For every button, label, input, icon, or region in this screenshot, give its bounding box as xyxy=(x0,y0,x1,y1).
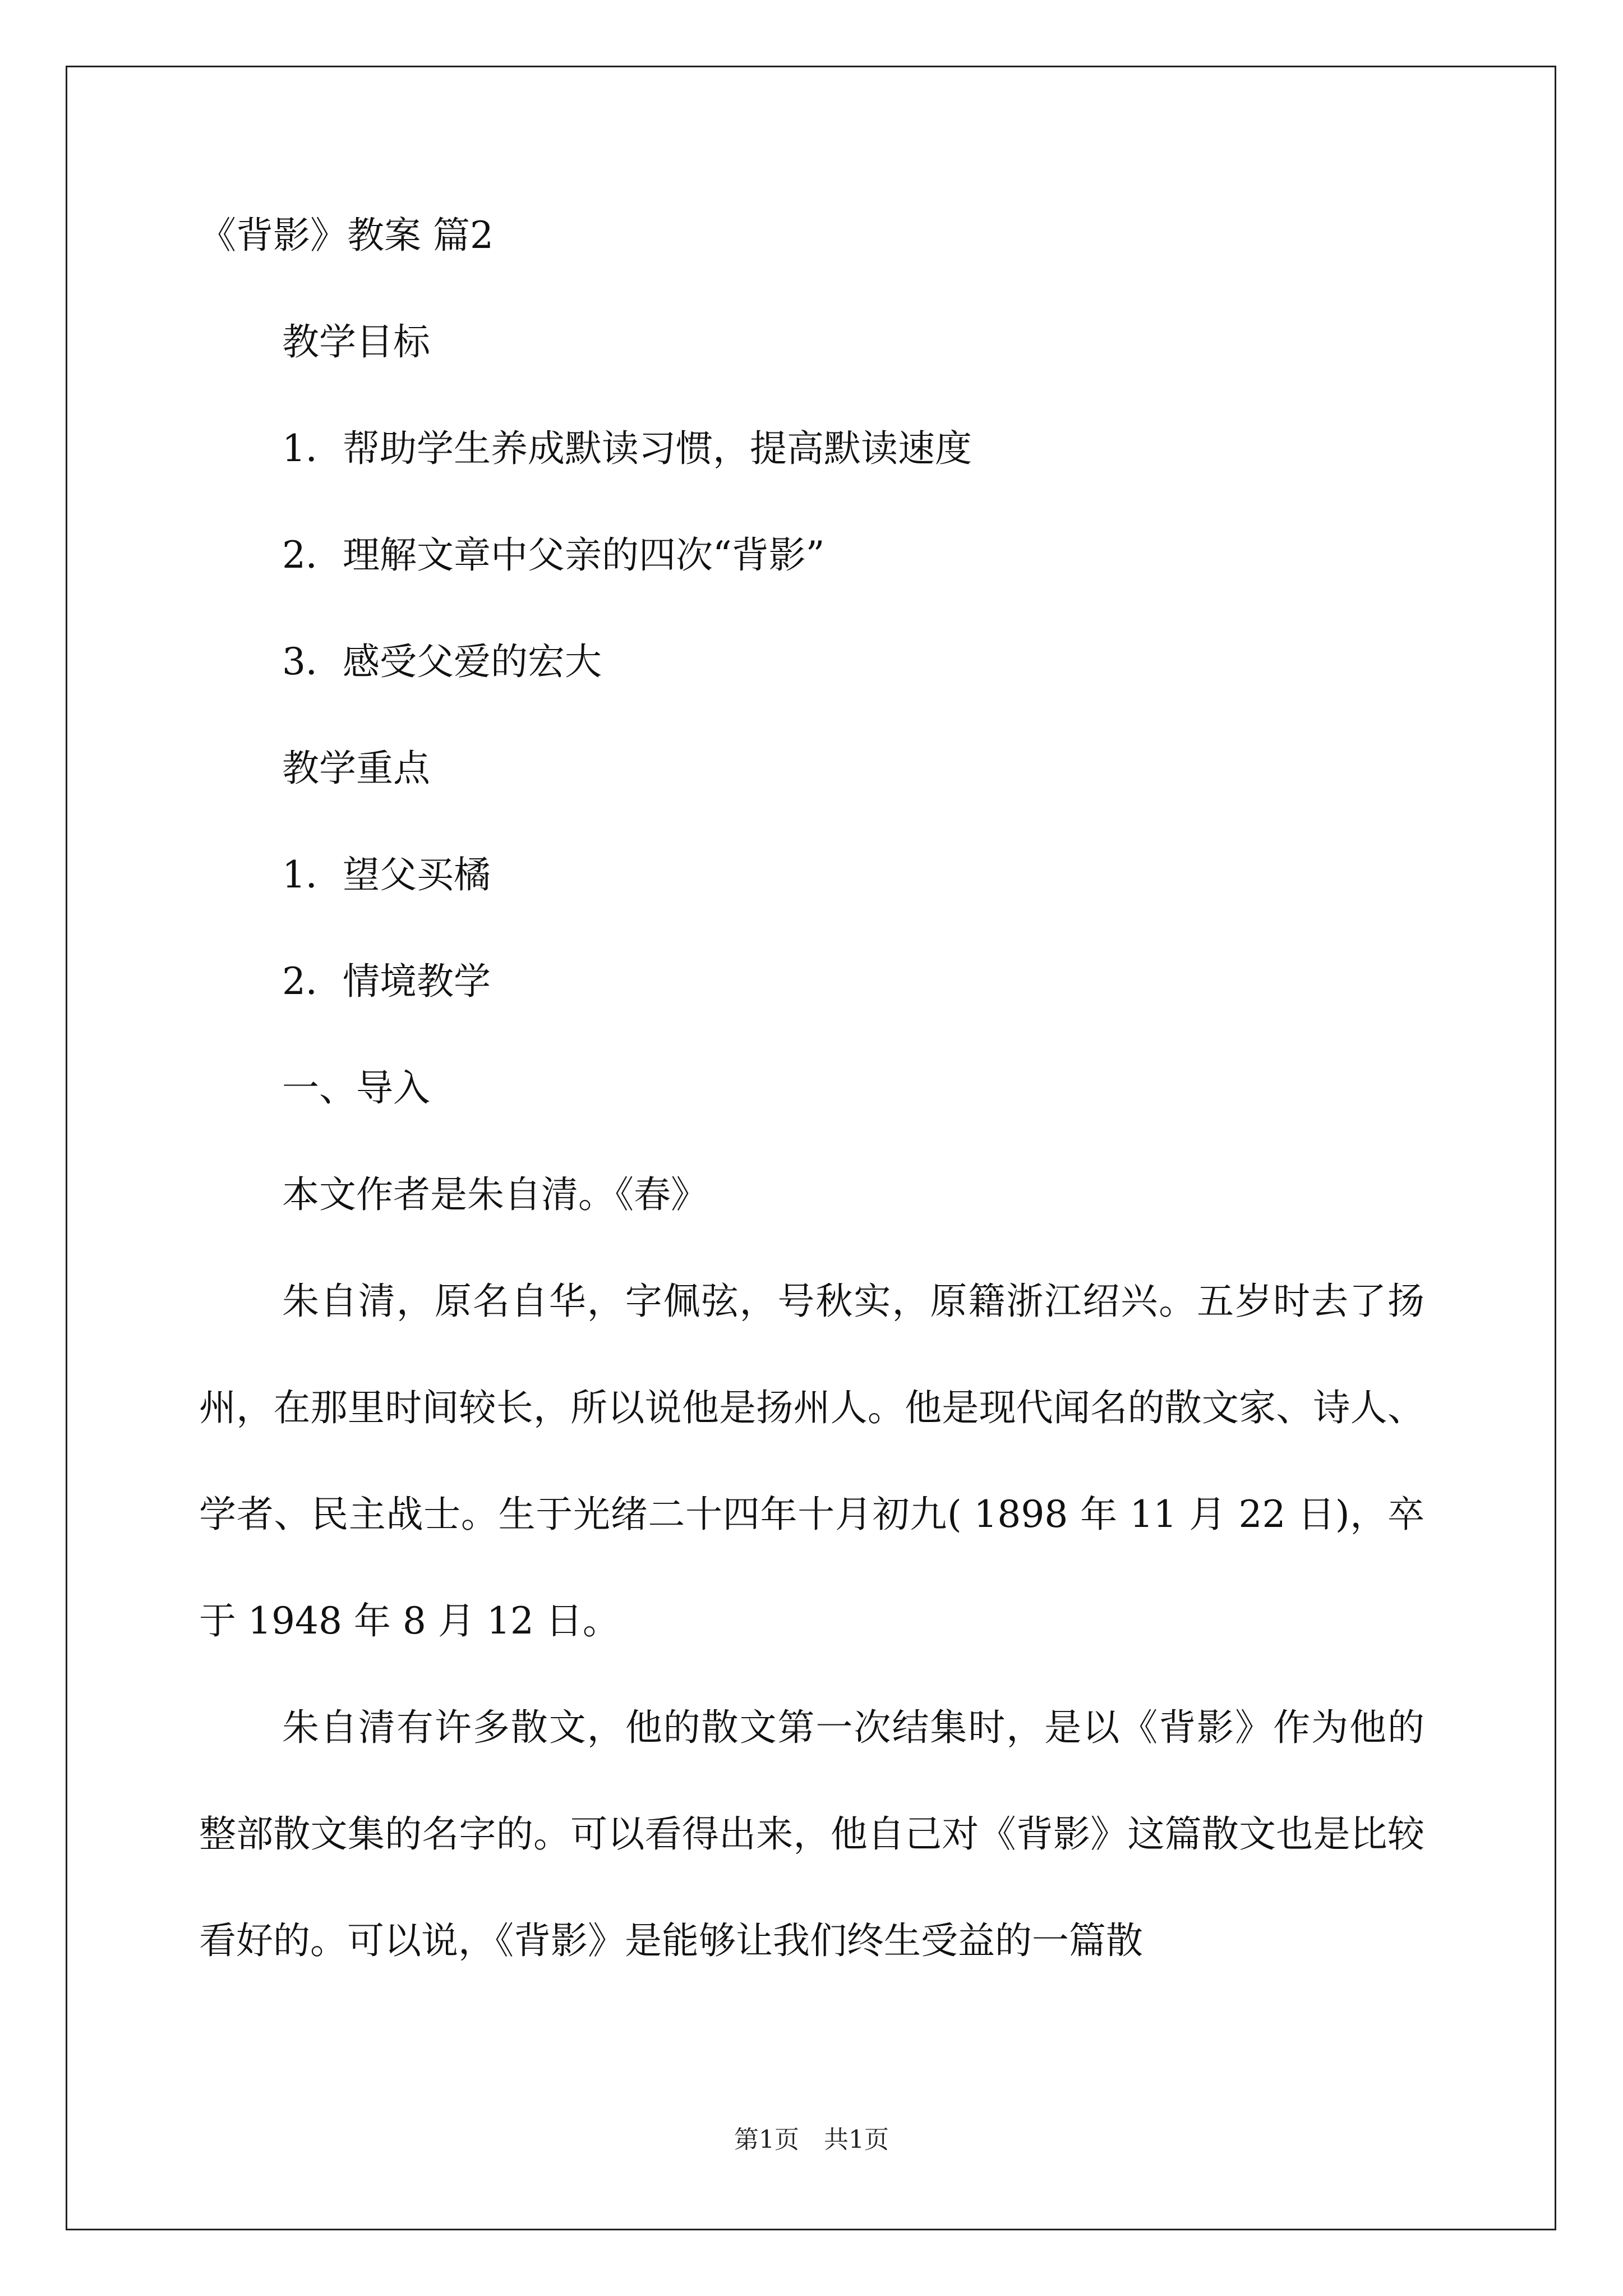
document-title: 《背影》教案 篇2 xyxy=(199,214,494,257)
document-body xyxy=(199,213,1424,2025)
section-heading-intro: 一、导入 xyxy=(282,1066,430,1110)
section-heading-objectives: 教学目标 xyxy=(282,320,430,364)
paragraph-collection: 朱自清有许多散文，他的散文第一次结集时，是以《背影》作为他的整部散文集的名字的。可以看得出来，他自己对《背影》这篇散文也是比较看好的。可以说，《背影》是能够让我们终生受益的一篇散 xyxy=(199,1706,1424,1962)
key-point-item: 1．望父买橘 xyxy=(282,853,491,896)
objective-item: 2．理解文章中父亲的四次“背影” xyxy=(282,533,825,577)
objective-item: 3．感受父爱的宏大 xyxy=(282,640,602,683)
page-footer: 第1页 共1页 xyxy=(734,2125,889,2154)
key-point-item: 2．情境教学 xyxy=(282,960,491,1003)
intro-line: 本文作者是朱自清。《春》 xyxy=(282,1173,708,1216)
objective-item: 1．帮助学生养成默读习惯，提高默读速度 xyxy=(282,427,972,470)
section-heading-key-points: 教学重点 xyxy=(282,747,430,790)
paragraph-author-bio: 朱自清，原名自华，字佩弦，号秋实，原籍浙江绍兴。五岁时去了扬州，在那里时间较长，所以说他是扬州人。他是现代闻名的散文家、诗人、学者、民主战士。生于光绪二十四年十月初九( 1898 年 11 月 22 日)，卒于 1948 年 8 月 12 日。 xyxy=(199,1280,1424,1642)
